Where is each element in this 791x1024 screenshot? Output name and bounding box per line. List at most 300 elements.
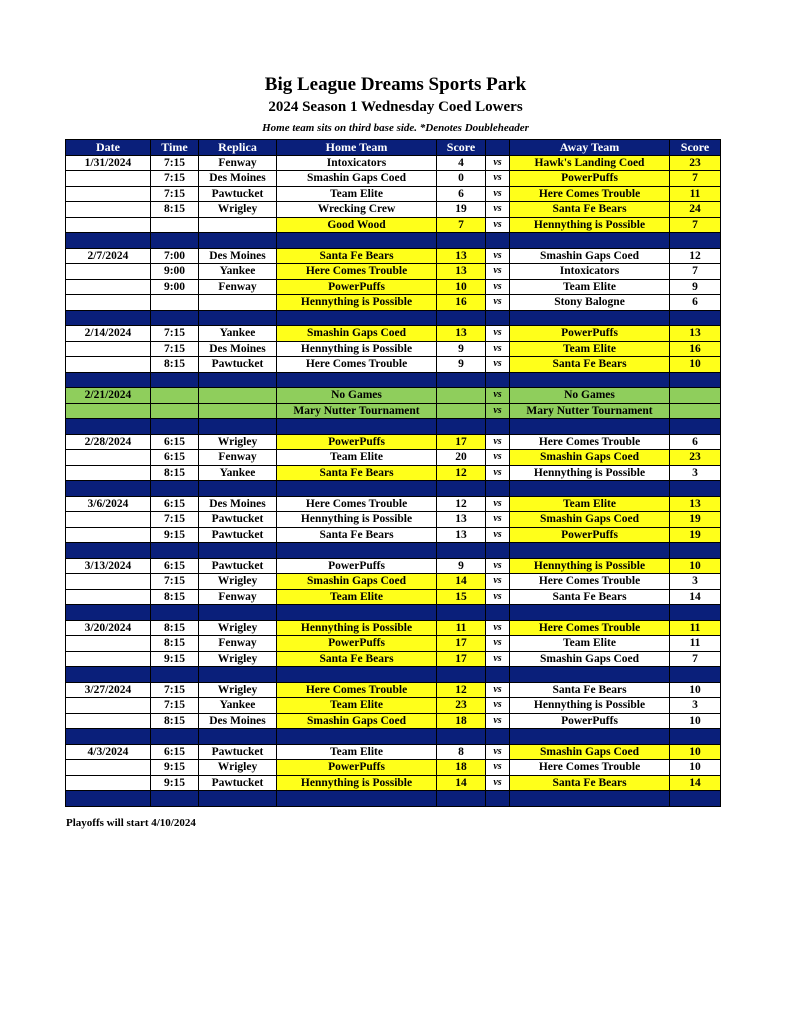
vs-cell: vs [486, 326, 510, 342]
footer-note: Playoffs will start 4/10/2024 [66, 817, 196, 829]
home-score-cell: 8 [437, 744, 486, 760]
away-team-cell: Team Elite [510, 341, 670, 357]
home-team-cell: Smashin Gaps Coed [277, 171, 437, 187]
time-cell: 7:15 [151, 186, 199, 202]
away-team-cell: Here Comes Trouble [510, 186, 670, 202]
separator-cell [670, 543, 721, 559]
away-team-cell: Smashin Gaps Coed [510, 450, 670, 466]
home-team-cell: Team Elite [277, 186, 437, 202]
replica-field-cell [199, 295, 277, 311]
replica-field-cell: Wrigley [199, 760, 277, 776]
separator-cell [437, 372, 486, 388]
separator-cell [486, 667, 510, 683]
date-cell: 2/7/2024 [66, 248, 151, 264]
header-row [66, 140, 721, 156]
separator-cell [510, 729, 670, 745]
away-score-cell [670, 388, 721, 404]
page-title: Big League Dreams Sports Park [264, 74, 527, 95]
home-team-cell: No Games [277, 388, 437, 404]
date-cell [66, 465, 151, 481]
date-cell: 2/28/2024 [66, 434, 151, 450]
separator-cell [510, 543, 670, 559]
replica-field-cell: Yankee [199, 264, 277, 280]
vs-cell: vs [486, 388, 510, 404]
game-row [66, 651, 721, 667]
home-score-cell: 13 [437, 326, 486, 342]
time-cell: 8:15 [151, 202, 199, 218]
home-team-cell: Team Elite [277, 589, 437, 605]
separator-cell [151, 729, 199, 745]
replica-field-cell: Pawtucket [199, 512, 277, 528]
replica-field-cell: Pawtucket [199, 186, 277, 202]
home-score-cell: 13 [437, 512, 486, 528]
home-score-cell: 17 [437, 651, 486, 667]
home-score-cell: 14 [437, 775, 486, 791]
separator-cell [670, 481, 721, 497]
game-row [66, 744, 721, 760]
home-team-cell: Mary Nutter Tournament [277, 403, 437, 419]
date-cell [66, 171, 151, 187]
replica-field-cell: Fenway [199, 450, 277, 466]
time-cell: 6:15 [151, 558, 199, 574]
away-score-cell: 7 [670, 171, 721, 187]
time-cell: 8:15 [151, 620, 199, 636]
game-row [66, 434, 721, 450]
date-cell [66, 279, 151, 295]
vs-cell: vs [486, 202, 510, 218]
date-cell: 3/27/2024 [66, 682, 151, 698]
home-team-cell: Smashin Gaps Coed [277, 326, 437, 342]
date-cell: 2/14/2024 [66, 326, 151, 342]
separator-cell [437, 310, 486, 326]
separator-cell [66, 233, 151, 249]
home-team-cell: Hennything is Possible [277, 512, 437, 528]
vs-cell: vs [486, 651, 510, 667]
vs-cell: vs [486, 186, 510, 202]
separator-cell [510, 667, 670, 683]
game-row [66, 760, 721, 776]
date-cell: 4/3/2024 [66, 744, 151, 760]
home-score-cell: 12 [437, 465, 486, 481]
separator-cell [670, 729, 721, 745]
week-separator [66, 729, 721, 745]
date-cell [66, 403, 151, 419]
time-cell: 8:15 [151, 357, 199, 373]
col-header-home-score: Score [437, 140, 486, 156]
home-score-cell: 18 [437, 760, 486, 776]
date-cell [66, 574, 151, 590]
game-row [66, 388, 721, 404]
away-score-cell: 10 [670, 357, 721, 373]
week-separator [66, 481, 721, 497]
week-separator [66, 605, 721, 621]
home-team-cell: Team Elite [277, 450, 437, 466]
separator-cell [151, 419, 199, 435]
vs-cell: vs [486, 636, 510, 652]
separator-cell [437, 667, 486, 683]
time-cell: 7:15 [151, 341, 199, 357]
replica-field-cell: Wrigley [199, 434, 277, 450]
vs-cell: vs [486, 682, 510, 698]
away-team-cell: Here Comes Trouble [510, 620, 670, 636]
replica-field-cell: Fenway [199, 279, 277, 295]
home-team-cell: Smashin Gaps Coed [277, 713, 437, 729]
vs-cell: vs [486, 357, 510, 373]
separator-cell [199, 605, 277, 621]
separator-cell [510, 233, 670, 249]
time-cell [151, 403, 199, 419]
time-cell: 7:15 [151, 171, 199, 187]
separator-cell [670, 310, 721, 326]
page-subtitle: 2024 Season 1 Wednesday Coed Lowers [268, 99, 523, 115]
date-cell [66, 636, 151, 652]
home-score-cell: 15 [437, 589, 486, 605]
time-cell: 6:15 [151, 744, 199, 760]
game-row [66, 357, 721, 373]
separator-cell [670, 791, 721, 807]
date-cell [66, 698, 151, 714]
date-cell [66, 341, 151, 357]
game-row [66, 574, 721, 590]
home-team-cell: Good Wood [277, 217, 437, 233]
home-team-cell: Hennything is Possible [277, 295, 437, 311]
separator-cell [510, 605, 670, 621]
vs-cell: vs [486, 775, 510, 791]
time-cell: 8:15 [151, 465, 199, 481]
away-team-cell: Smashin Gaps Coed [510, 512, 670, 528]
away-team-cell: Hawk's Landing Coed [510, 155, 670, 171]
away-team-cell: Santa Fe Bears [510, 775, 670, 791]
vs-cell: vs [486, 465, 510, 481]
away-team-cell: Smashin Gaps Coed [510, 744, 670, 760]
home-score-cell: 9 [437, 341, 486, 357]
home-team-cell: PowerPuffs [277, 279, 437, 295]
separator-cell [151, 233, 199, 249]
separator-cell [437, 729, 486, 745]
col-header-away-team: Away Team [510, 140, 670, 156]
vs-cell: vs [486, 558, 510, 574]
separator-cell [277, 481, 437, 497]
away-score-cell: 14 [670, 589, 721, 605]
away-score-cell: 7 [670, 264, 721, 280]
date-cell [66, 295, 151, 311]
home-team-cell: Here Comes Trouble [277, 496, 437, 512]
game-row [66, 698, 721, 714]
home-team-cell: Santa Fe Bears [277, 248, 437, 264]
replica-field-cell: Des Moines [199, 341, 277, 357]
date-cell [66, 357, 151, 373]
time-cell: 9:15 [151, 527, 199, 543]
replica-field-cell [199, 403, 277, 419]
separator-cell [510, 310, 670, 326]
away-score-cell: 12 [670, 248, 721, 264]
week-separator [66, 543, 721, 559]
separator-cell [670, 233, 721, 249]
away-team-cell: PowerPuffs [510, 171, 670, 187]
game-row [66, 636, 721, 652]
replica-field-cell: Wrigley [199, 202, 277, 218]
home-score-cell: 10 [437, 279, 486, 295]
home-score-cell [437, 403, 486, 419]
away-team-cell: Hennything is Possible [510, 465, 670, 481]
away-score-cell: 24 [670, 202, 721, 218]
away-team-cell: Team Elite [510, 496, 670, 512]
vs-cell: vs [486, 760, 510, 776]
away-score-cell: 6 [670, 295, 721, 311]
game-row [66, 326, 721, 342]
away-team-cell: Santa Fe Bears [510, 202, 670, 218]
separator-cell [66, 310, 151, 326]
separator-cell [277, 605, 437, 621]
game-row [66, 279, 721, 295]
away-team-cell: Hennything is Possible [510, 217, 670, 233]
replica-field-cell: Wrigley [199, 682, 277, 698]
home-team-cell: Team Elite [277, 744, 437, 760]
away-score-cell: 23 [670, 450, 721, 466]
separator-cell [510, 481, 670, 497]
col-header-home-team: Home Team [277, 140, 437, 156]
separator-cell [486, 310, 510, 326]
away-team-cell: PowerPuffs [510, 713, 670, 729]
home-team-cell: Hennything is Possible [277, 775, 437, 791]
vs-cell: vs [486, 512, 510, 528]
vs-cell: vs [486, 744, 510, 760]
vs-cell: vs [486, 589, 510, 605]
separator-cell [66, 372, 151, 388]
replica-field-cell: Pawtucket [199, 775, 277, 791]
home-score-cell: 19 [437, 202, 486, 218]
time-cell: 7:00 [151, 248, 199, 264]
game-row [66, 713, 721, 729]
separator-cell [66, 729, 151, 745]
home-score-cell: 13 [437, 248, 486, 264]
date-cell [66, 760, 151, 776]
schedule-table [65, 139, 721, 807]
separator-cell [151, 667, 199, 683]
home-team-cell: PowerPuffs [277, 760, 437, 776]
replica-field-cell: Fenway [199, 155, 277, 171]
time-cell: 6:15 [151, 450, 199, 466]
separator-cell [66, 481, 151, 497]
away-team-cell: Santa Fe Bears [510, 357, 670, 373]
home-team-cell: Here Comes Trouble [277, 357, 437, 373]
away-score-cell: 10 [670, 760, 721, 776]
game-row [66, 775, 721, 791]
separator-cell [437, 233, 486, 249]
away-team-cell: Stony Balogne [510, 295, 670, 311]
separator-cell [277, 233, 437, 249]
game-row [66, 496, 721, 512]
separator-cell [66, 667, 151, 683]
separator-cell [199, 481, 277, 497]
time-cell: 6:15 [151, 434, 199, 450]
separator-cell [486, 372, 510, 388]
replica-field-cell: Wrigley [199, 620, 277, 636]
time-cell: 6:15 [151, 496, 199, 512]
separator-cell [510, 372, 670, 388]
home-score-cell: 12 [437, 496, 486, 512]
separator-cell [151, 543, 199, 559]
away-score-cell: 10 [670, 682, 721, 698]
date-cell [66, 202, 151, 218]
home-team-cell: Santa Fe Bears [277, 465, 437, 481]
replica-field-cell: Pawtucket [199, 357, 277, 373]
separator-cell [437, 791, 486, 807]
separator-cell [670, 372, 721, 388]
away-score-cell: 13 [670, 496, 721, 512]
replica-field-cell: Des Moines [199, 713, 277, 729]
replica-field-cell [199, 217, 277, 233]
week-separator [66, 310, 721, 326]
home-team-cell: Here Comes Trouble [277, 682, 437, 698]
away-score-cell: 9 [670, 279, 721, 295]
home-score-cell: 17 [437, 636, 486, 652]
home-team-cell: PowerPuffs [277, 558, 437, 574]
home-score-cell [437, 388, 486, 404]
vs-cell: vs [486, 434, 510, 450]
home-score-cell: 12 [437, 682, 486, 698]
away-score-cell: 11 [670, 620, 721, 636]
replica-field-cell [199, 388, 277, 404]
separator-cell [277, 310, 437, 326]
away-team-cell: No Games [510, 388, 670, 404]
col-header-away-score: Score [670, 140, 721, 156]
game-row [66, 295, 721, 311]
away-team-cell: Intoxicators [510, 264, 670, 280]
away-team-cell: Smashin Gaps Coed [510, 248, 670, 264]
home-team-cell: Smashin Gaps Coed [277, 574, 437, 590]
home-team-cell: PowerPuffs [277, 434, 437, 450]
date-cell: 3/13/2024 [66, 558, 151, 574]
separator-cell [199, 419, 277, 435]
away-score-cell: 10 [670, 744, 721, 760]
separator-cell [670, 605, 721, 621]
date-cell [66, 589, 151, 605]
away-score-cell: 11 [670, 186, 721, 202]
away-team-cell: Santa Fe Bears [510, 589, 670, 605]
time-cell: 7:15 [151, 698, 199, 714]
home-team-cell: Hennything is Possible [277, 341, 437, 357]
separator-cell [277, 419, 437, 435]
date-cell [66, 512, 151, 528]
away-score-cell: 23 [670, 155, 721, 171]
replica-field-cell: Fenway [199, 636, 277, 652]
date-cell: 3/6/2024 [66, 496, 151, 512]
date-cell [66, 527, 151, 543]
away-score-cell: 7 [670, 651, 721, 667]
separator-cell [277, 791, 437, 807]
time-cell: 9:15 [151, 775, 199, 791]
time-cell: 8:15 [151, 713, 199, 729]
away-team-cell: Mary Nutter Tournament [510, 403, 670, 419]
away-score-cell: 19 [670, 512, 721, 528]
separator-cell [151, 605, 199, 621]
home-score-cell: 6 [437, 186, 486, 202]
date-cell: 2/21/2024 [66, 388, 151, 404]
date-cell [66, 217, 151, 233]
separator-cell [510, 791, 670, 807]
vs-cell: vs [486, 698, 510, 714]
separator-cell [151, 310, 199, 326]
separator-cell [486, 729, 510, 745]
home-score-cell: 7 [437, 217, 486, 233]
home-score-cell: 14 [437, 574, 486, 590]
page-note: Home team sits on third base side. *Denotes Doubleheader [262, 122, 529, 134]
replica-field-cell: Wrigley [199, 651, 277, 667]
away-team-cell: PowerPuffs [510, 326, 670, 342]
separator-cell [66, 791, 151, 807]
game-row [66, 512, 721, 528]
separator-cell [670, 667, 721, 683]
game-row [66, 558, 721, 574]
replica-field-cell: Wrigley [199, 574, 277, 590]
replica-field-cell: Pawtucket [199, 744, 277, 760]
week-separator [66, 233, 721, 249]
game-row [66, 186, 721, 202]
time-cell: 7:15 [151, 512, 199, 528]
date-cell [66, 775, 151, 791]
vs-cell: vs [486, 403, 510, 419]
separator-cell [486, 791, 510, 807]
away-team-cell: Hennything is Possible [510, 698, 670, 714]
home-score-cell: 9 [437, 558, 486, 574]
away-score-cell: 14 [670, 775, 721, 791]
replica-field-cell: Pawtucket [199, 527, 277, 543]
vs-cell: vs [486, 217, 510, 233]
separator-cell [151, 481, 199, 497]
separator-cell [199, 667, 277, 683]
away-score-cell [670, 403, 721, 419]
replica-field-cell: Yankee [199, 698, 277, 714]
home-score-cell: 18 [437, 713, 486, 729]
separator-cell [277, 729, 437, 745]
home-score-cell: 13 [437, 264, 486, 280]
away-team-cell: Hennything is Possible [510, 558, 670, 574]
vs-cell: vs [486, 171, 510, 187]
game-row [66, 248, 721, 264]
time-cell: 8:15 [151, 589, 199, 605]
time-cell: 7:15 [151, 574, 199, 590]
col-header-date: Date [66, 140, 151, 156]
date-cell [66, 186, 151, 202]
separator-cell [486, 419, 510, 435]
away-score-cell: 13 [670, 326, 721, 342]
time-cell: 9:15 [151, 760, 199, 776]
game-row [66, 202, 721, 218]
away-team-cell: Smashin Gaps Coed [510, 651, 670, 667]
replica-field-cell: Pawtucket [199, 558, 277, 574]
separator-cell [437, 419, 486, 435]
date-cell: 3/20/2024 [66, 620, 151, 636]
home-score-cell: 13 [437, 527, 486, 543]
home-team-cell: Team Elite [277, 698, 437, 714]
home-score-cell: 20 [437, 450, 486, 466]
away-score-cell: 19 [670, 527, 721, 543]
vs-cell: vs [486, 155, 510, 171]
separator-cell [199, 233, 277, 249]
vs-cell: vs [486, 295, 510, 311]
away-team-cell: Here Comes Trouble [510, 434, 670, 450]
home-score-cell: 11 [437, 620, 486, 636]
time-cell: 7:15 [151, 682, 199, 698]
vs-cell: vs [486, 264, 510, 280]
away-score-cell: 11 [670, 636, 721, 652]
home-score-cell: 16 [437, 295, 486, 311]
replica-field-cell: Yankee [199, 326, 277, 342]
separator-cell [277, 372, 437, 388]
time-cell: 9:15 [151, 651, 199, 667]
week-separator [66, 667, 721, 683]
